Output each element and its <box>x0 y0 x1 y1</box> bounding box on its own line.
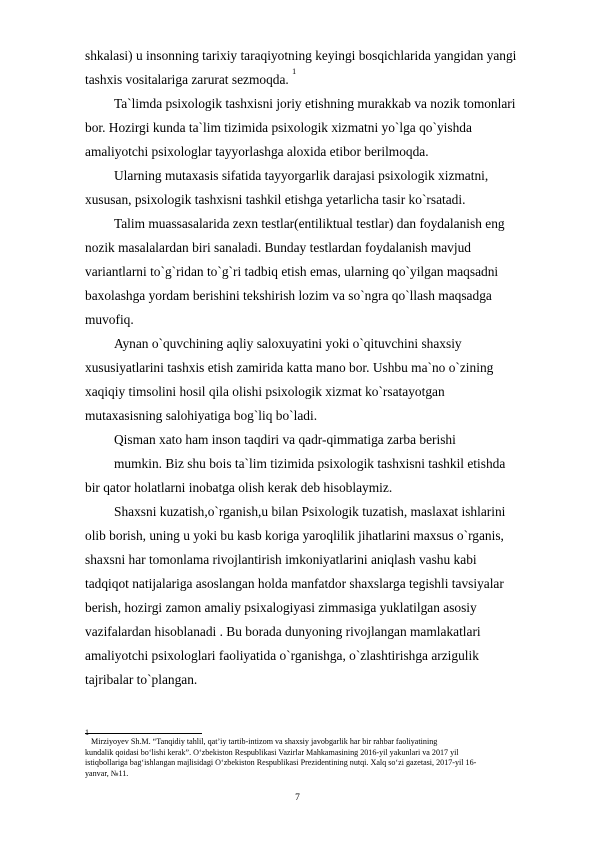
line-text: tadqiqot natijalariga asoslangan holda manfatdor shaxslarga tegishli tavsiyalar <box>85 576 504 591</box>
footnote-text: yanvar, №11. <box>85 768 129 778</box>
line-text: nozik masalalardan biri sanaladi. Bunday testlardan foydalanish mavjud <box>85 240 471 255</box>
body-line <box>85 284 552 308</box>
footnote-reference: 1 <box>292 66 297 76</box>
body-line <box>85 44 552 68</box>
body-line <box>85 140 552 164</box>
body-line <box>85 188 552 212</box>
footnote-marker: 1 <box>85 728 89 738</box>
footnote-text: kundalik qoidasi bo‘lishi kerak”. O‘zbekiston Respublikasi Vazirlar Mahkamasining 2016-yil yakunlari va 2017 yil <box>85 747 459 757</box>
body-line <box>85 380 552 404</box>
body-line <box>85 332 552 356</box>
body-line <box>85 596 552 620</box>
body-line <box>85 164 552 188</box>
body-line <box>85 500 552 524</box>
line-text: Talim muassasalarida zexn testlar(entiliktual testlar) dan foydalanish eng <box>114 216 505 231</box>
body-line <box>85 68 552 92</box>
page-number: 7 <box>295 793 300 803</box>
body-line <box>85 548 552 572</box>
body-line <box>85 452 552 476</box>
footnote-line <box>85 728 552 748</box>
line-text: bor. Hozirgi kunda ta`lim tizimida psixologik xizmatni yo`lga qo`yishda <box>85 120 472 135</box>
body-line <box>85 116 552 140</box>
line-text: Ularning mutaxasis sifatida tayyorgarlik darajasi psixologik xizmatni, <box>114 168 489 183</box>
line-text: Aynan o`quvchining aqliy saloxuyatini yoki o`qituvchini shaxsiy <box>114 336 462 351</box>
document-body <box>85 44 552 692</box>
footnote <box>85 728 552 779</box>
line-text: tashxis vositalariga zarurat sezmoqda. <box>85 72 289 87</box>
footnote-line <box>85 758 552 769</box>
line-text: variantlarni to`g`ridan to`g`ri tadbiq etish emas, ularning qo`yilgan maqsadni <box>85 264 499 279</box>
line-text: mumkin. Biz shu bois ta`lim tizimida psixologik tashxisni tashkil etishda <box>114 456 506 471</box>
line-text: Qisman xato ham inson taqdiri va qadr-qimmatiga zarba berishi <box>114 432 456 447</box>
body-line <box>85 668 552 692</box>
line-text: olib borish, uning u yoki bu kasb koriga yaroqlilik jihatlarini maxsus o`rganis, <box>85 528 504 543</box>
body-line <box>85 356 552 380</box>
line-text: tajribalar to`plangan. <box>85 672 198 687</box>
body-line <box>85 260 552 284</box>
footnote-text: istiqbollariga bag‘ishlangan majlisidagi O‘zbekiston Respublikasi Prezidentining nutqi. Xalq so‘zi gazetasi, 2017-yil 16- <box>85 758 477 768</box>
line-text: xususan, psixologik tashxisni tashkil etishga yetarlicha tasir ko`rsatadi. <box>85 192 466 207</box>
body-line <box>85 644 552 668</box>
body-line <box>85 524 552 548</box>
footnote-line <box>85 769 552 780</box>
line-text: bir qator holatlarni inobatga olish kerak deb hisoblaymiz. <box>85 480 393 495</box>
line-text: baxolashga yordam berishini tekshirish lozim va so`ngra qo`llash maqsadga <box>85 288 492 303</box>
body-line <box>85 572 552 596</box>
body-line <box>85 428 552 452</box>
footnote-line <box>85 748 552 759</box>
body-line <box>85 236 552 260</box>
line-text: shkalasi) u insonning tarixiy taraqiyotning keyingi bosqichlarida yangidan yangi <box>85 48 517 63</box>
line-text: shaxsni har tomonlama rivojlantirish imkoniyatlarini aniqlash vashu kabi <box>85 552 477 567</box>
line-text: mutaxasisning salohiyatiga bog`liq bo`ladi. <box>85 408 318 423</box>
body-line <box>85 92 552 116</box>
body-line <box>85 404 552 428</box>
line-text: muvofiq. <box>85 312 134 327</box>
footnote-separator <box>85 733 202 734</box>
line-text: amaliyotchi psixologlar tayyorlashga aloxida etibor berilmoqda. <box>85 144 429 159</box>
body-line <box>85 476 552 500</box>
footnote-text: Mirziyoyev Sh.M. “Tanqidiy tahlil, qat’iy tartib-intizom va shaxsiy javobgarlik har bir rahbar faoliyatining <box>91 737 438 746</box>
body-line <box>85 308 552 332</box>
line-text: amaliyotchi psixologlari faoliyatida o`rganishga, o`zlashtirishga arzigulik <box>85 648 479 663</box>
line-text: berish, hozirgi zamon amaliy psixalogiyasi zimmasiga yuklatilgan asosiy <box>85 600 477 615</box>
line-text: xususiyatlarini tashxis etish zamirida katta mano bor. Ushbu ma`no o`zining <box>85 360 494 375</box>
body-line <box>85 212 552 236</box>
body-line <box>85 620 552 644</box>
line-text: vazifalardan hisoblanadi . Bu borada dunyoning rivojlangan mamlakatlari <box>85 624 481 639</box>
line-text: xaqiqiy timsolini hosil qila olishi psixologik xizmat ko`rsatayotgan <box>85 384 445 399</box>
line-text: Shaxsni kuzatish,o`rganish,u bilan Psixologik tuzatish, maslaxat ishlarini <box>114 504 506 519</box>
line-text: Ta`limda psixologik tashxisni joriy etishning murakkab va nozik tomonlari <box>114 96 516 111</box>
